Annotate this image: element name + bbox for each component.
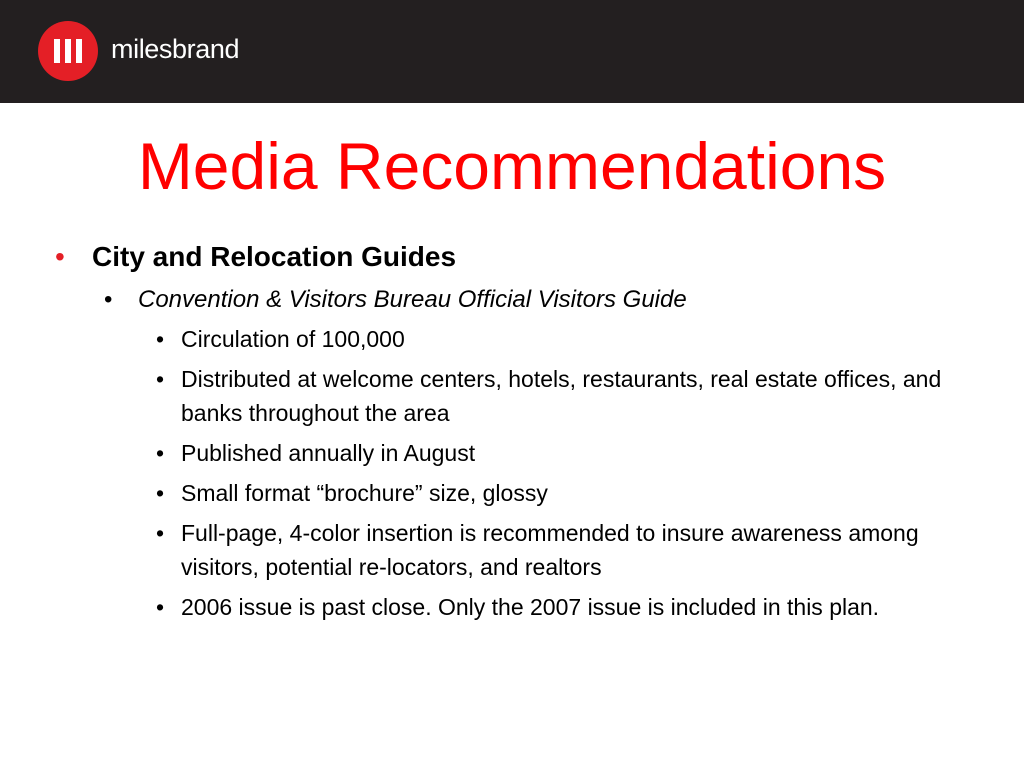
bullet-icon: •: [156, 480, 165, 506]
bullet-icon: •: [156, 594, 165, 620]
list-item-text: Small format “brochure” size, glossy: [181, 480, 548, 506]
list-item: [0, 322, 1024, 356]
header-bar: [0, 0, 1024, 103]
bullet-level2: [0, 282, 1024, 318]
bullet-icon: •: [156, 366, 165, 392]
list-item-text: Full-page, 4-color insertion is recommended to insure awareness among visitors, potential re-locators, and realtors: [181, 520, 919, 580]
milesbrand-logo-icon: [38, 21, 98, 81]
brand-name: milesbrand: [111, 34, 240, 64]
list-item: [0, 516, 1024, 584]
list-item-text: Published annually in August: [181, 440, 476, 466]
bullet-icon: •: [104, 286, 113, 313]
list-item-text: Circulation of 100,000: [181, 326, 405, 352]
list-item: [0, 362, 1024, 430]
detail-list: [0, 322, 1024, 624]
bullet-icon: •: [55, 241, 65, 272]
bullet-level2-text: Convention & Visitors Bureau Official Visitors Guide: [138, 286, 687, 313]
list-item-text: 2006 issue is past close. Only the 2007 issue is included in this plan.: [181, 594, 880, 620]
list-item: [0, 590, 1024, 624]
bullet-icon: •: [156, 440, 165, 466]
bullet-icon: •: [156, 326, 165, 352]
list-item: [0, 476, 1024, 510]
list-item-text: Distributed at welcome centers, hotels, restaurants, real estate offices, and banks throughout the area: [181, 366, 942, 426]
slide-body: [0, 236, 1024, 630]
bullet-level1-text: City and Relocation Guides: [92, 241, 457, 272]
bullet-level1: [0, 236, 1024, 278]
bullet-icon: •: [156, 520, 165, 546]
list-item: [0, 436, 1024, 470]
brand-logo: [38, 21, 239, 81]
slide-title: Media Recommendations: [137, 129, 887, 203]
